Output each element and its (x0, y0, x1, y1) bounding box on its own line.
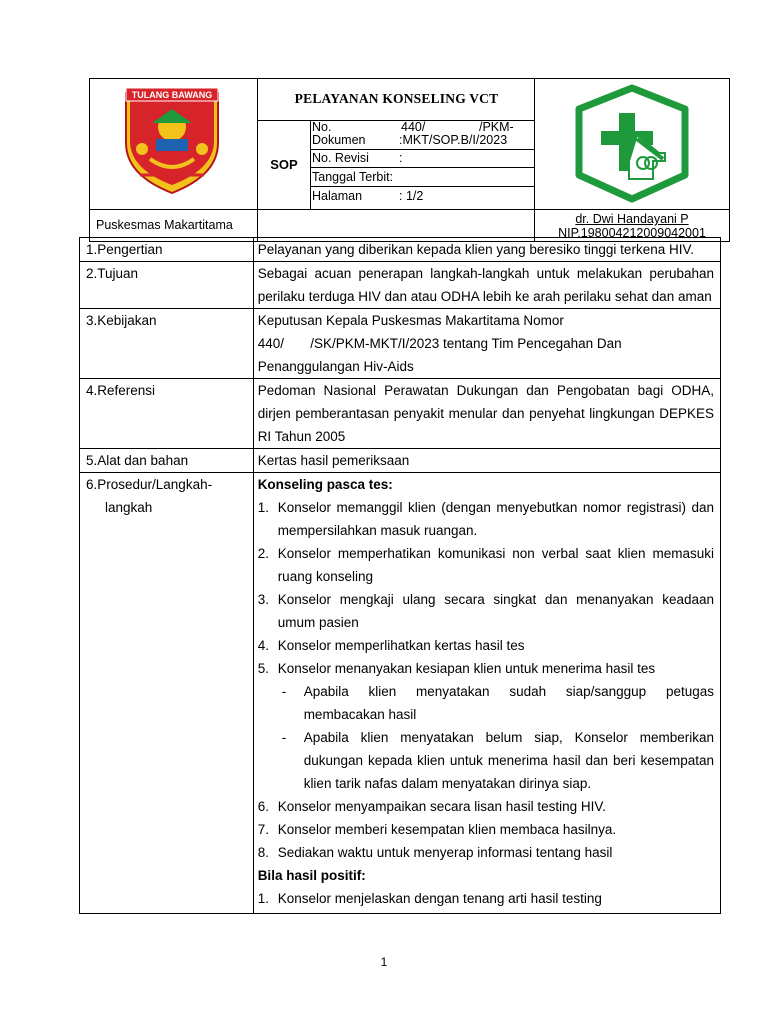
list-marker: 3. (257, 592, 269, 607)
list-item (258, 588, 714, 634)
page-label: Halaman (312, 189, 363, 203)
list-marker: 6. (257, 799, 269, 814)
table-row (80, 262, 721, 309)
row-value: Pedoman Nasional Perawatan Dukungan dan Pengobatan bagi ODHA, dirjen pemberantasan penyakit menular dan penyehat lingkungan DEPKES RI Tahun 2005 (253, 379, 720, 449)
list-item (258, 795, 714, 818)
doc-number-row (311, 121, 535, 150)
sop-header (89, 78, 730, 242)
doc-label: Dokumen (312, 133, 366, 147)
list-text: Apabila klien menyatakan belum siap, Konselor memberikan dukungan kepada klien untuk menerima hasil dan beri kesempatan klien tarik nafas dalam menyatakan dirinya siap. (303, 730, 714, 791)
tulang-bawang-logo (90, 79, 258, 209)
list-marker: 1. (257, 500, 269, 515)
policy-line: Keputusan Kepala Puskesmas Makartitama Nomor (257, 313, 564, 328)
page-value: : 1/2 (399, 189, 424, 203)
list-item (258, 818, 714, 841)
logo-cell (90, 79, 258, 209)
list-text: Konselor menanyakan kesiapan klien untuk menerima hasil tes (277, 661, 656, 676)
page-number: 1 (380, 955, 388, 969)
procedure-value (253, 473, 720, 914)
procedure-key-line: 6.Prosedur/Langkah- (86, 477, 213, 492)
doc-no-num: 440/ (401, 120, 426, 134)
row-key: 5.Alat dan bahan (80, 449, 254, 473)
list-item (258, 726, 714, 795)
step-list (258, 887, 714, 913)
puskesmas-logo (535, 79, 729, 209)
document-info (311, 121, 535, 209)
list-text: Konselor menjelaskan dengan tenang arti hasil testing (277, 891, 602, 906)
table-row (80, 449, 721, 473)
page-title: PELAYANAN KONSELING VCT (258, 79, 535, 121)
list-text: Konselor menyampaikan secara lisan hasil testing HIV. (277, 799, 606, 814)
row-key: 4.Referensi (80, 379, 254, 449)
list-text: Konselor memperhatikan komunikasi non verbal saat klien memasuki ruang konseling (277, 546, 714, 584)
list-item (258, 634, 714, 657)
doc-no-rest: :MKT/SOP.B/I/2023 (399, 133, 508, 147)
revision-row (311, 150, 535, 168)
row-value: Pelayanan yang diberikan kepada klien yang beresiko tinggi terkena HIV. (253, 238, 720, 262)
list-text: Konselor memberi kesempatan klien membaca hasilnya. (277, 822, 617, 837)
list-item (258, 496, 714, 542)
section-heading: Konseling pasca tes: (257, 477, 393, 492)
doc-no-pkm: /PKM- (479, 120, 514, 134)
row-key (80, 473, 254, 914)
table-row (80, 238, 721, 262)
procedure-key-line: langkah (105, 500, 153, 515)
list-item (258, 542, 714, 588)
row-key: 1.Pengertian (80, 238, 254, 262)
revision-value: : (399, 151, 403, 165)
step-list (258, 795, 714, 864)
logo-banner-text: TULANG BAWANG (131, 90, 213, 100)
table-row (80, 473, 721, 914)
list-text: Konselor memanggil klien (dengan menyebutkan nomor registrasi) dan mempersilahkan masuk ruangan. (277, 500, 714, 538)
issue-date-label: Tanggal Terbit: (312, 170, 394, 184)
list-marker: 7. (257, 822, 269, 837)
list-item (258, 887, 714, 910)
list-marker: 4. (257, 638, 269, 653)
page-row (311, 187, 535, 209)
policy-line: 440/ /SK/PKM-MKT/I/2023 tentang Tim Pencegahan Dan (257, 336, 622, 351)
row-key: 3.Kebijakan (80, 309, 254, 379)
list-item (258, 680, 714, 726)
policy-line: Penanggulangan Hiv-Aids (257, 359, 414, 374)
signer-nip: NIP.198004212009042001 (558, 226, 706, 240)
list-item (258, 841, 714, 864)
signer-name: dr. Dwi Handayani P (575, 212, 689, 226)
sop-content-table (79, 237, 721, 914)
list-marker: 2. (257, 546, 269, 561)
list-text: Konselor memperlihatkan kertas hasil tes (277, 638, 525, 653)
list-text: Apabila klien menyatakan sudah siap/sanggup petugas membacakan hasil (303, 684, 714, 722)
list-marker: 8. (257, 845, 269, 860)
list-marker: 1. (257, 891, 269, 906)
row-value: Sebagai acuan penerapan langkah-langkah untuk melakukan perubahan perilaku terduga HIV dan atau ODHA lebih ke arah perilaku sehat dan aman (253, 262, 720, 309)
header-center (258, 79, 535, 209)
list-text: Sediakan waktu untuk menyerap informasi tentang hasil (277, 845, 613, 860)
table-row (80, 309, 721, 379)
section-heading: Bila hasil positif: (257, 868, 366, 883)
table-row (80, 379, 721, 449)
sop-label: SOP (258, 121, 311, 209)
list-item (258, 657, 714, 680)
step-list (258, 496, 714, 680)
puskesmas-name: Puskesmas Makartitama (90, 210, 258, 242)
row-value: Kertas hasil pemeriksaan (253, 449, 720, 473)
issue-date-row (311, 168, 535, 187)
sub-step-list (258, 680, 714, 795)
puskesmas-logo-cell (535, 79, 729, 209)
list-marker: - (281, 730, 287, 745)
row-value (253, 309, 720, 379)
doc-no-label: No. (312, 120, 332, 134)
list-text: Konselor mengkaji ulang secara singkat dan menanyakan keadaan umum pasien (277, 592, 714, 630)
list-marker: 5. (257, 661, 269, 676)
revision-label: No. Revisi (312, 151, 369, 165)
row-key: 2.Tujuan (80, 262, 254, 309)
list-marker: - (281, 684, 287, 699)
